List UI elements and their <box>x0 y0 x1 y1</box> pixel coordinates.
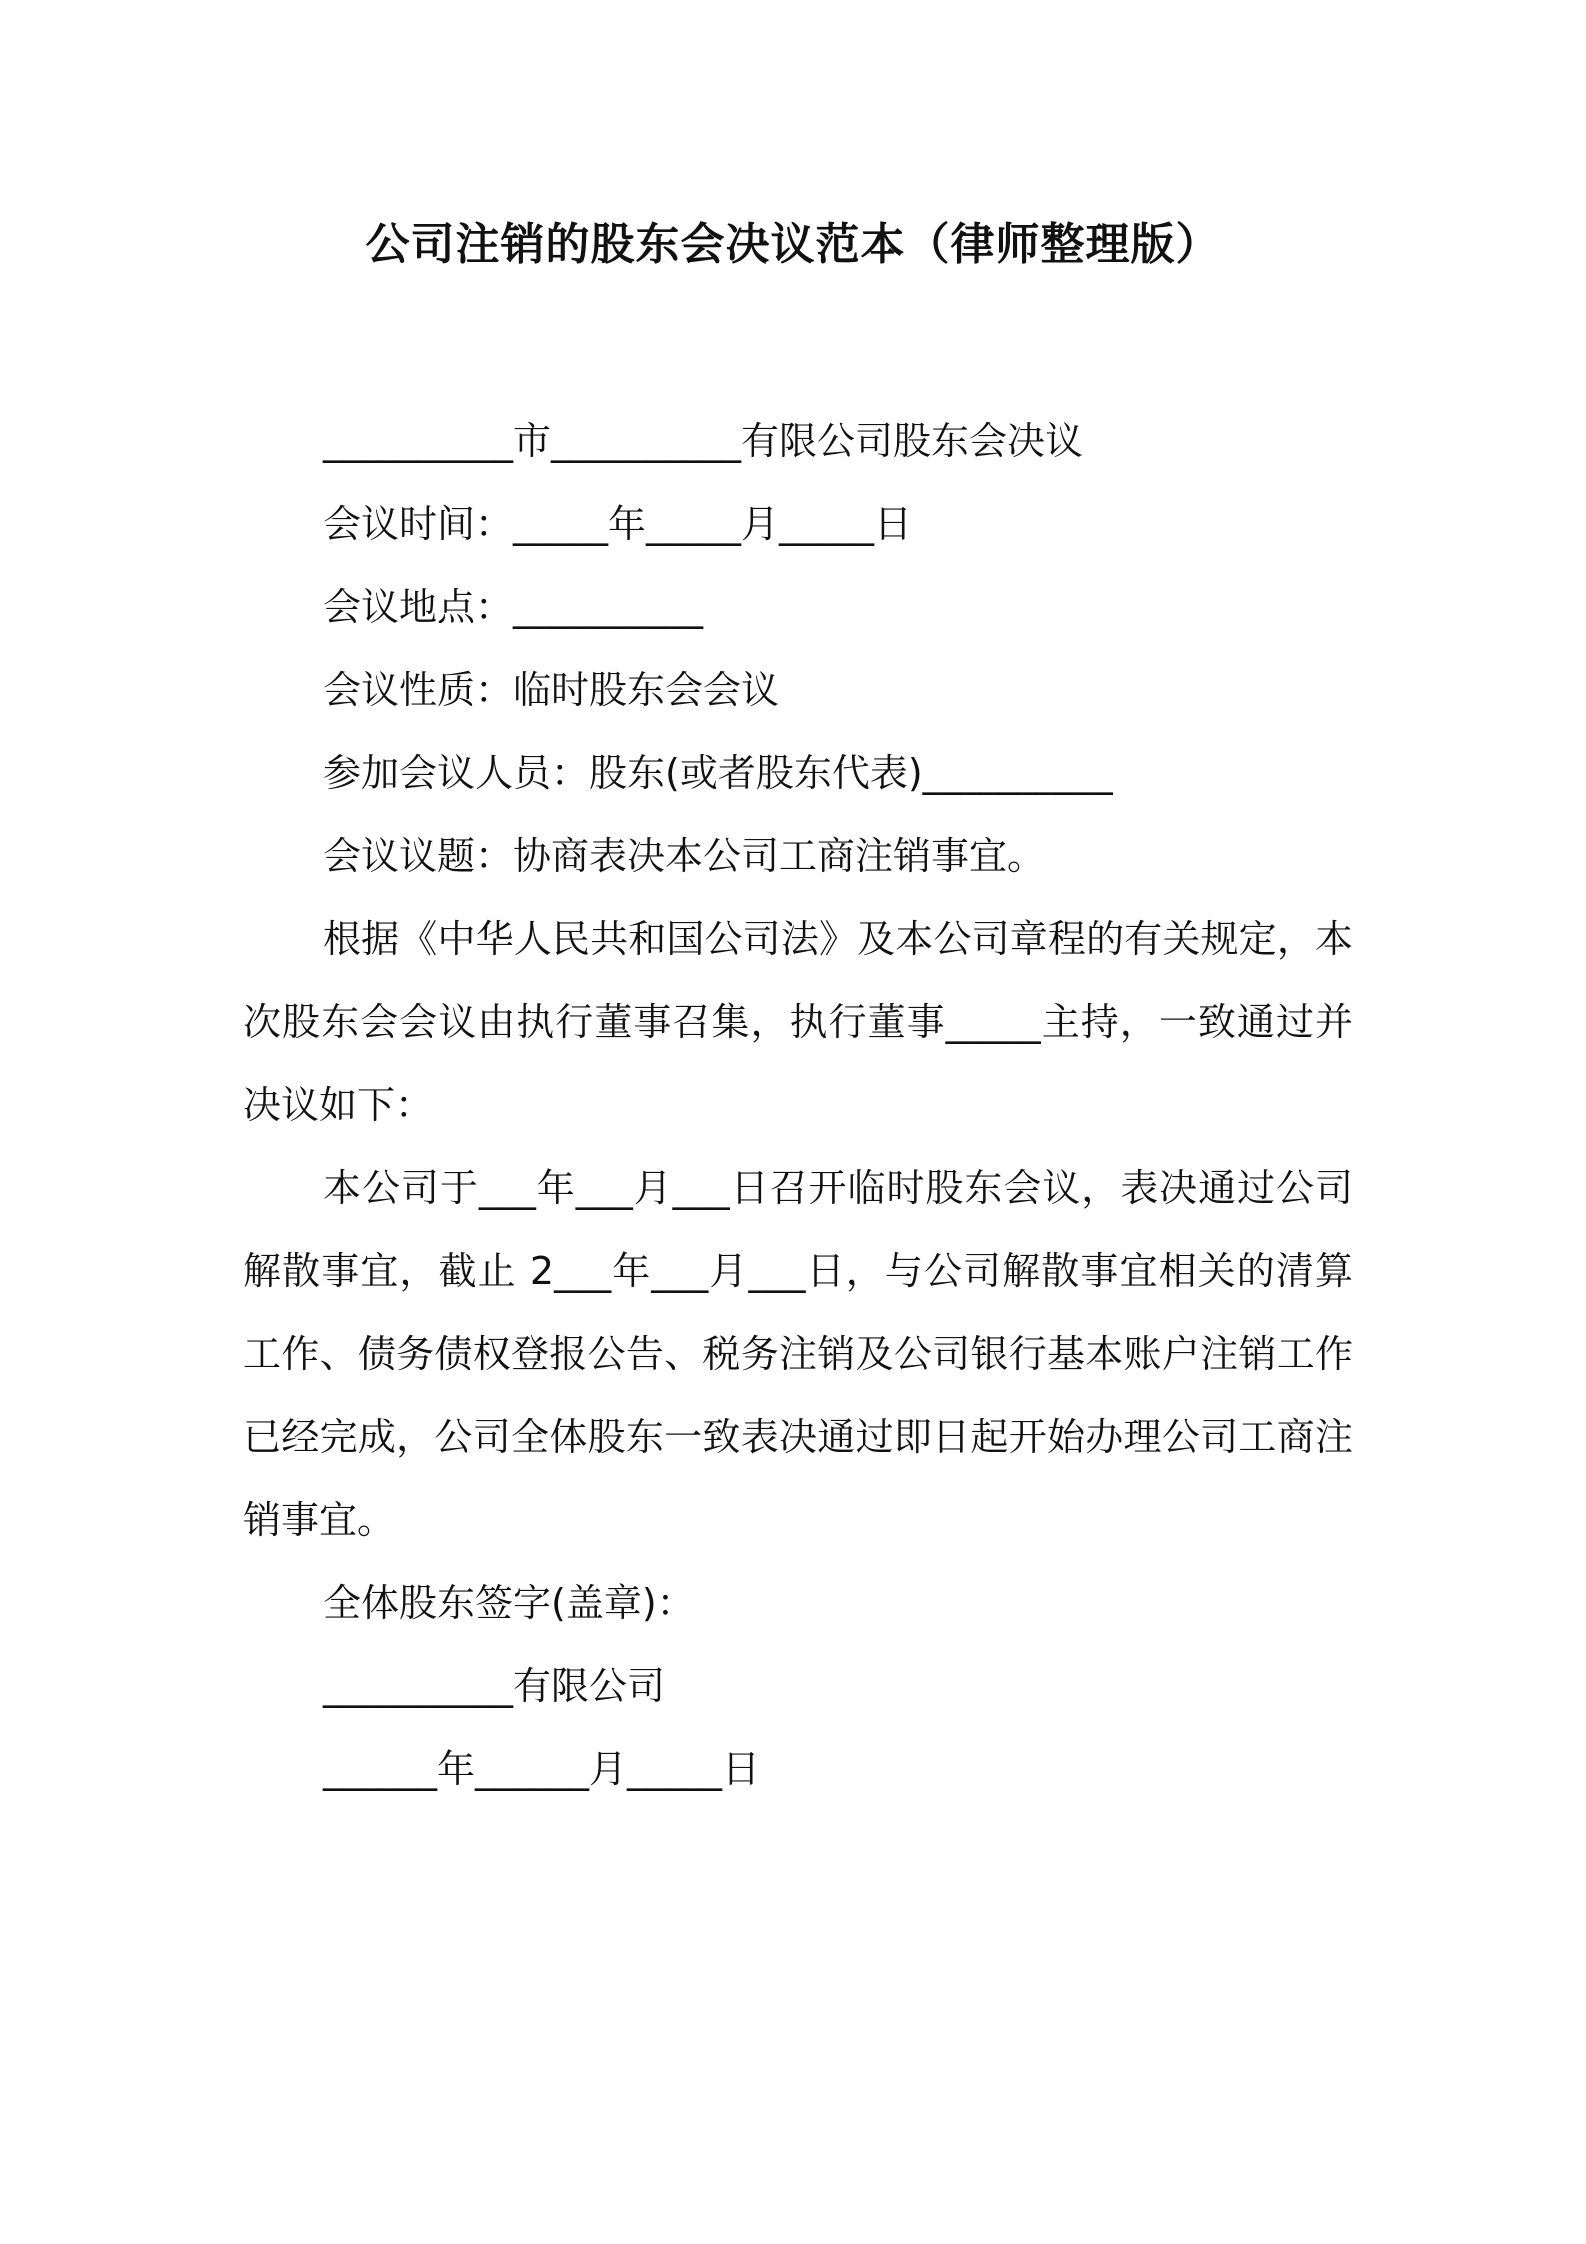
document-title: 公司注销的股东会决议范本（律师整理版） <box>365 219 1221 270</box>
signature-label: 全体股东签字(盖章)： <box>323 1581 695 1625</box>
signature-date-line: ______年______月_____日 <box>323 1747 761 1791</box>
resolution-header-line: __________市__________有限公司股东会决议 <box>323 419 1084 463</box>
meeting-agenda: 会议议题：协商表决本公司工商注销事宜。 <box>323 834 1046 878</box>
meeting-time: 会议时间：_____年_____月_____日 <box>323 502 913 546</box>
document-body <box>243 400 1353 1811</box>
meeting-nature: 会议性质：临时股东会会议 <box>323 668 780 712</box>
meeting-attendees: 参加会议人员：股东(或者股东代表)__________ <box>323 751 1113 795</box>
company-name-line: __________有限公司 <box>323 1664 666 1708</box>
paragraph-resolution: 本公司于___年___月___日召开临时股东会议，表决通过公司解散事宜，截止 2___年___月___日，与公司解散事宜相关的清算工作、债务债权登报公告、税务注销及公司银行基本账户注销工作已经完成，公司全体股东一致表决通过即日起开始办理公司工商注销事宜。 <box>243 1166 1353 1542</box>
meeting-place: 会议地点：__________ <box>323 585 704 629</box>
paragraph-legal-basis: 根据《中华人民共和国公司法》及本公司章程的有关规定，本次股东会会议由执行董事召集，执行董事_____主持，一致通过并决议如下： <box>243 917 1353 1127</box>
